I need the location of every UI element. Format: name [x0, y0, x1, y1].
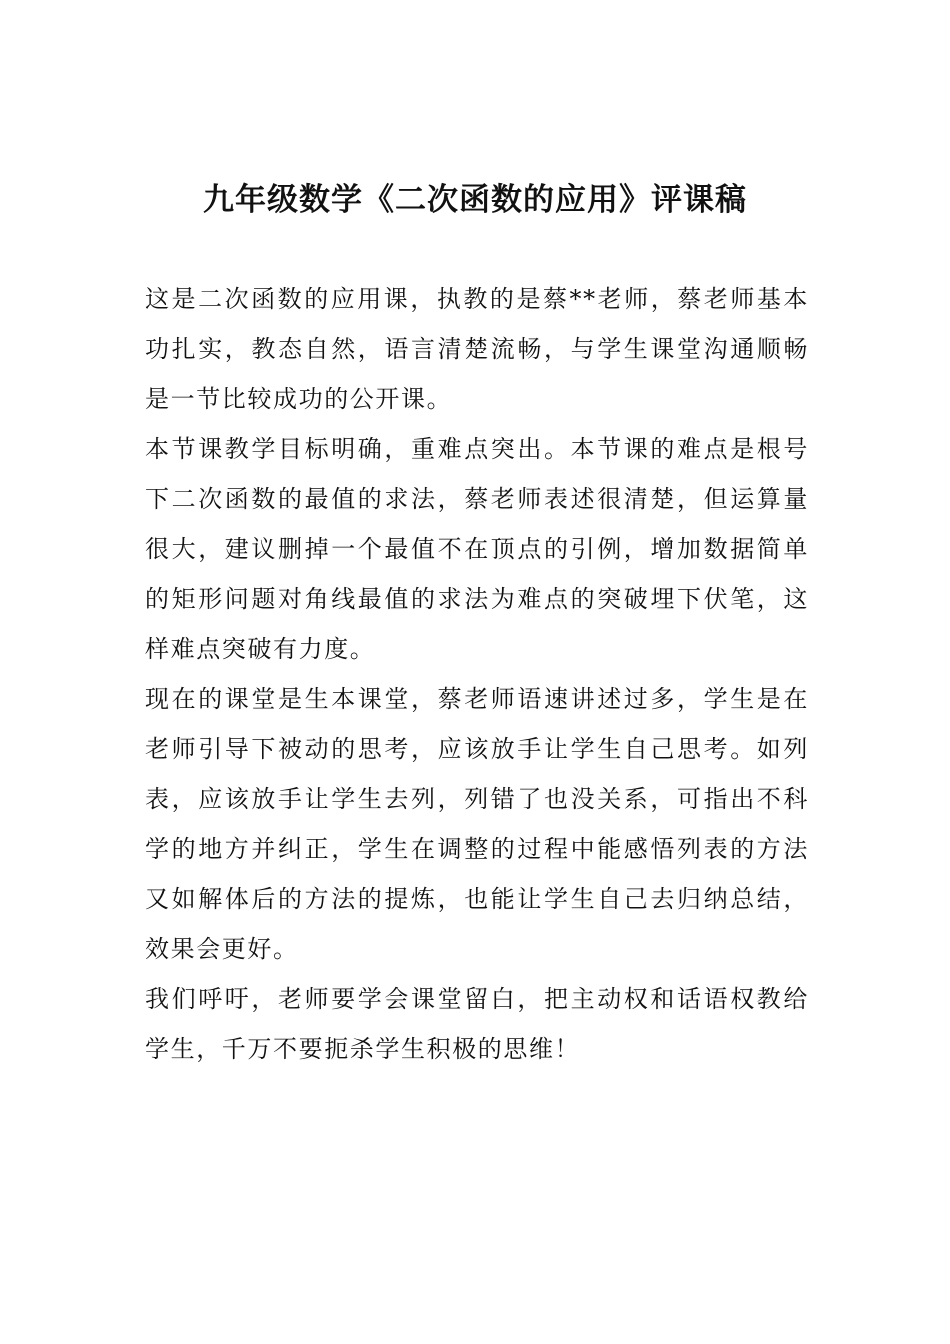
- document-body: [145, 274, 809, 1074]
- paragraph-4: 我们呼吁，老师要学会课堂留白，把主动权和话语权教给学生，千万不要扼杀学生积极的思维！: [145, 985, 809, 1063]
- paragraph-1: 这是二次函数的应用课，执教的是蔡**老师，蔡老师基本功扎实，教态自然，语言清楚流畅，与学生课堂沟通顺畅是一节比较成功的公开课。: [145, 285, 809, 413]
- paragraph-3: 现在的课堂是生本课堂，蔡老师语速讲述过多，学生是在老师引导下被动的思考，应该放手让学生自己思考。如列表，应该放手让学生去列，列错了也没关系，可指出不科学的地方并纠正，学生在调整的过程中能感悟列表的方法又如解体后的方法的提炼，也能让学生自己去归纳总结，效果会更好。: [145, 685, 809, 963]
- document-title: 九年级数学《二次函数的应用》评课稿: [203, 182, 747, 218]
- paragraph-2: 本节课教学目标明确，重难点突出。本节课的难点是根号下二次函数的最值的求法，蔡老师表述很清楚，但运算量很大，建议删掉一个最值不在顶点的引例，增加数据简单的矩形问题对角线最值的求法为难点的突破埋下伏笔，这样难点突破有力度。: [145, 435, 809, 663]
